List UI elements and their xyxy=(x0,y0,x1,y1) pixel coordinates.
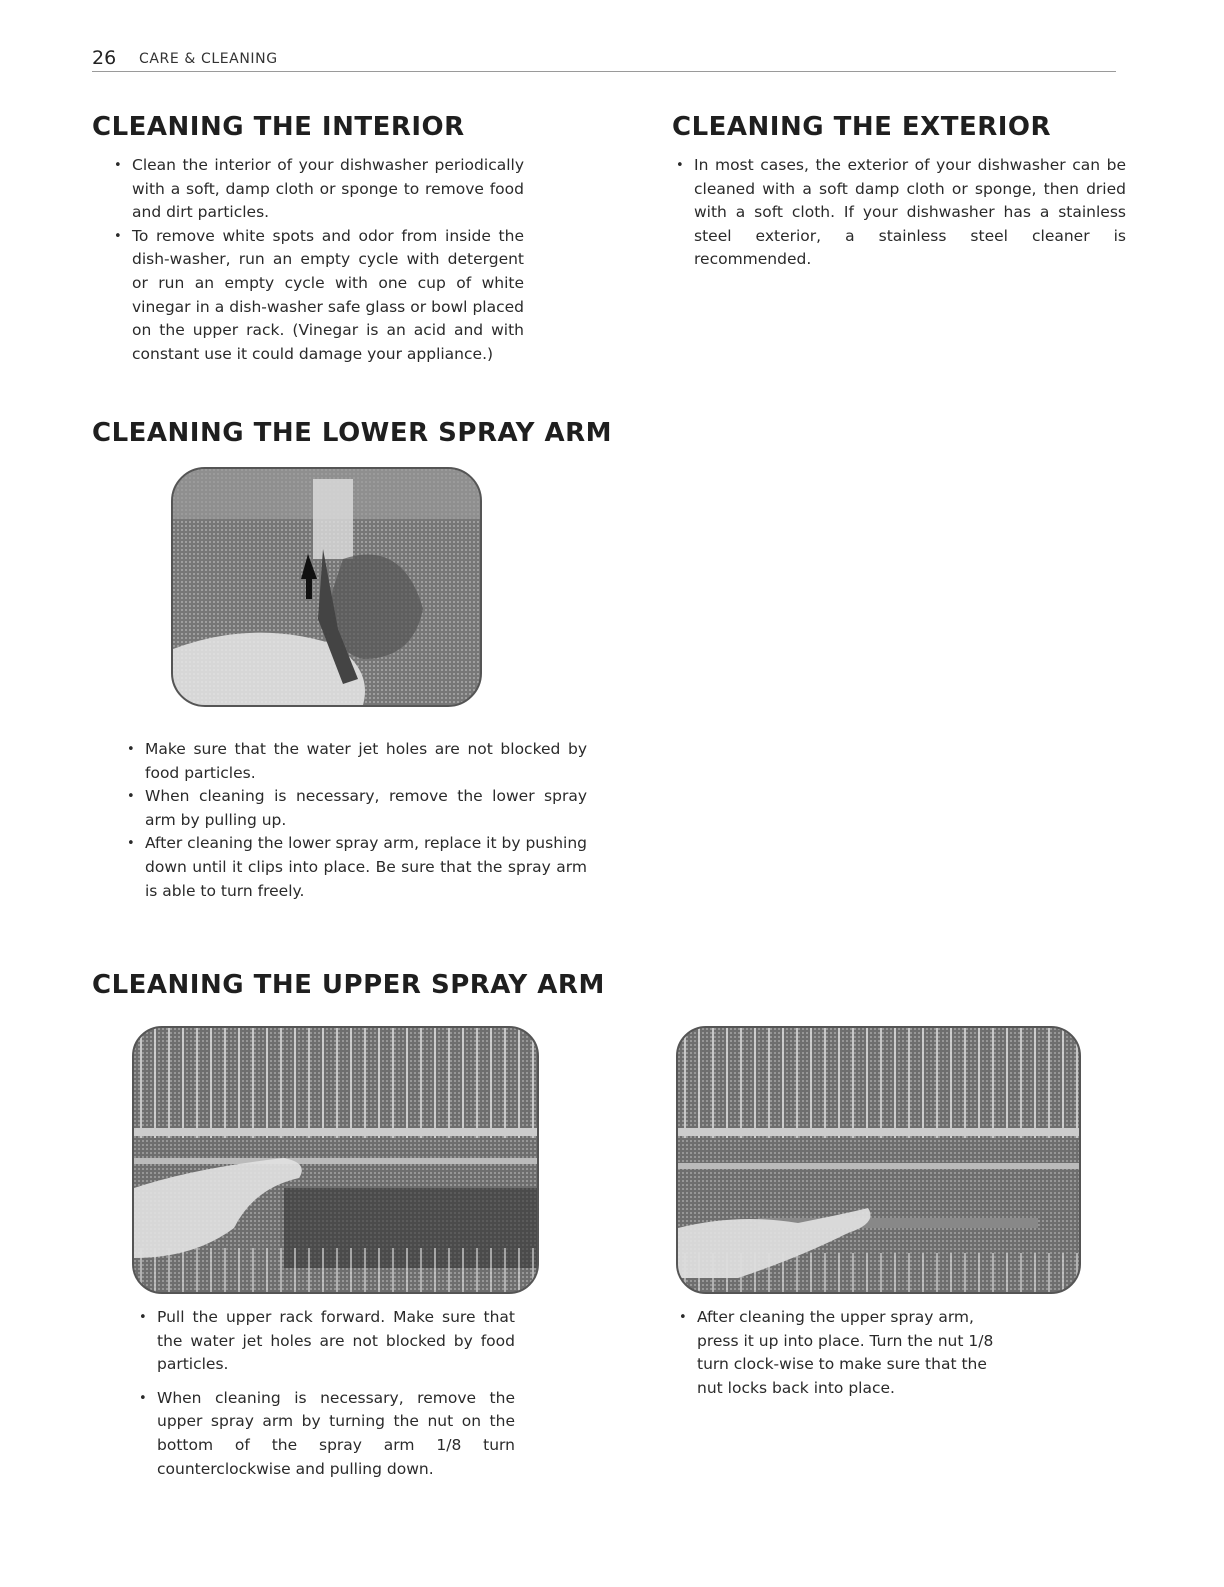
list-item: • When cleaning is necessary, remove the upper spray arm by turning the nut on the bottom of the spray arm 1/8 turn counterclockwise and pulling down. xyxy=(135,1387,515,1481)
exterior-bullets xyxy=(672,154,1126,272)
upper-rack-photo-right xyxy=(676,1026,1081,1294)
upper-rack-illustration-left xyxy=(134,1028,537,1292)
upper-rack-illustration-right xyxy=(678,1028,1079,1292)
lower-arm-title: CLEANING THE LOWER SPRAY ARM xyxy=(92,418,613,448)
list-item: • To remove white spots and odor from inside the dish-washer, run an empty cycle with detergent or run an empty cycle with one cup of white vinegar in a dish-washer safe glass or bowl placed on the upper rack. (Vinegar is an acid and with constant use it could damage your appliance.) xyxy=(110,225,524,367)
upper-arm-title: CLEANING THE UPPER SPRAY ARM xyxy=(92,970,605,1000)
exterior-title: CLEANING THE EXTERIOR xyxy=(672,112,1052,142)
upper-arm-bullets-left xyxy=(135,1306,515,1481)
list-item: • Pull the upper rack forward. Make sure that the water jet holes are not blocked by food particles. xyxy=(135,1306,515,1377)
list-item: • Clean the interior of your dishwasher periodically with a soft, damp cloth or sponge to remove food and dirt particles. xyxy=(110,154,524,225)
lower-arm-bullets xyxy=(123,738,587,903)
list-item: • After cleaning the lower spray arm, replace it by pushing down until it clips into place. Be sure that the spray arm is able to turn freely. xyxy=(123,832,587,903)
list-item: • After cleaning the upper spray arm, press it up into place. Turn the nut 1/8 turn clock-wise to make sure that the nut locks back into place. xyxy=(675,1306,1015,1400)
interior-title: CLEANING THE INTERIOR xyxy=(92,112,465,142)
upper-arm-bullets-right xyxy=(675,1306,1015,1400)
lower-spray-arm-photo xyxy=(171,467,482,707)
section-label: CARE & CLEANING xyxy=(139,51,278,67)
list-item: • Make sure that the water jet holes are not blocked by food particles. xyxy=(123,738,587,785)
interior-bullets xyxy=(110,154,524,366)
upper-rack-photo-left xyxy=(132,1026,539,1294)
lower-spray-arm-illustration xyxy=(173,469,480,705)
page-number: 26 xyxy=(92,47,117,69)
list-item: • When cleaning is necessary, remove the lower spray arm by pulling up. xyxy=(123,785,587,832)
page-header xyxy=(92,47,1116,72)
list-item: • In most cases, the exterior of your dishwasher can be cleaned with a soft damp cloth or sponge, then dried with a soft cloth. If your dishwasher has a stainless steel exterior, a stainless steel cleaner is recommended. xyxy=(672,154,1126,272)
